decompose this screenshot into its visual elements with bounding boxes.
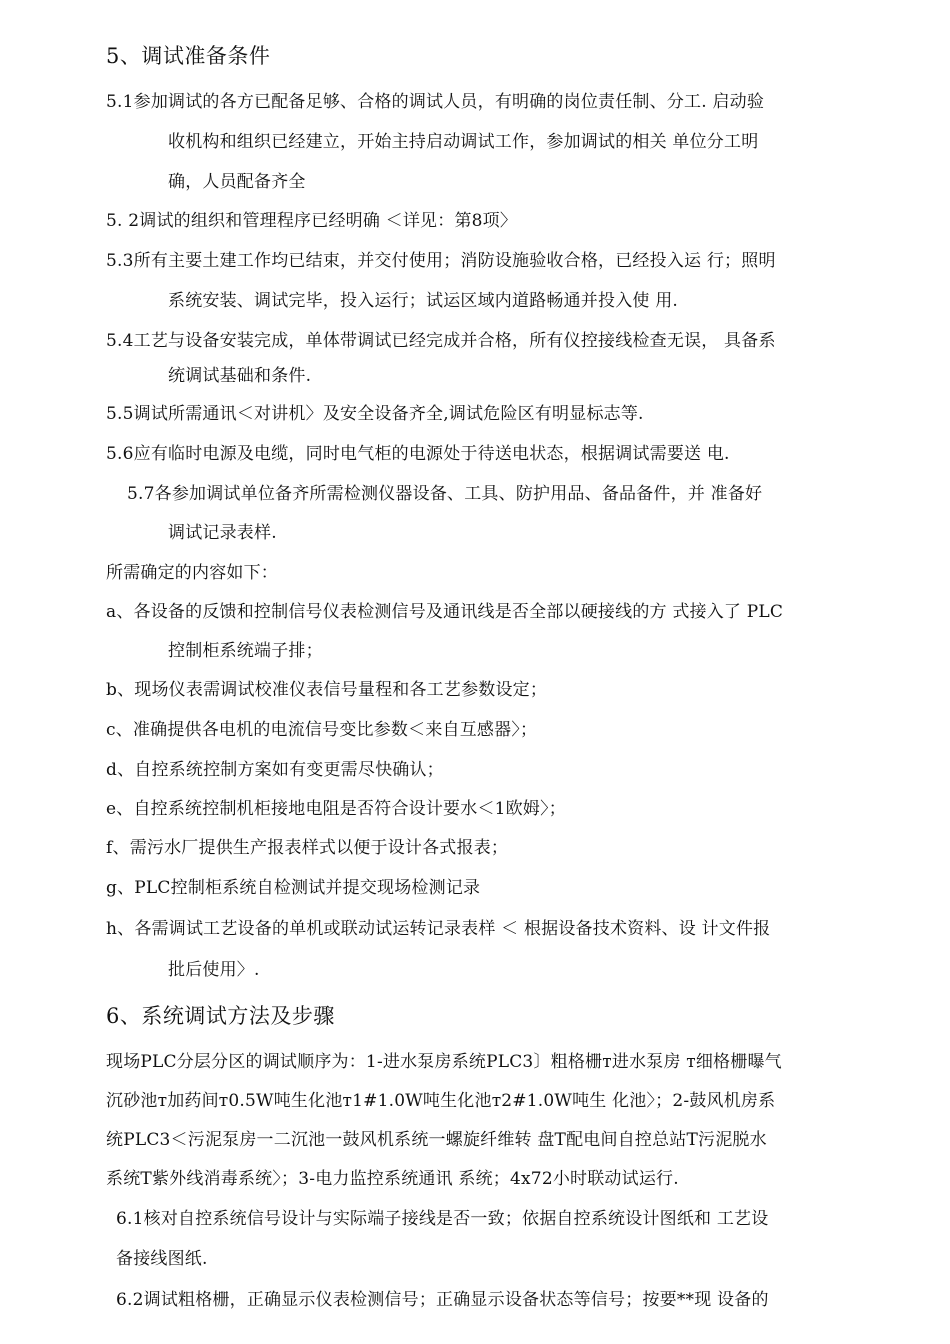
paragraph-5-3-line-2: 系统安装、调试完毕，投入运行；试运区域内道路畅通并投入使 用. [168,291,679,311]
procedure-paragraph-line-3: 统PLC3＜污泥泵房一二沉池一鼓风机系统一螺旋纤维转 盘T配电间自控总站T污泥脱水 [106,1130,767,1150]
paragraph-6-1-line-1: 6.1核对自控系统信号设计与实际端子接线是否一致；依据自控系统设计图纸和 工艺设 [116,1209,769,1229]
paragraph-5-4-line-2: 统调试基础和条件. [168,366,312,386]
list-item-c: c、准确提供各电机的电流信号变比参数＜来自互感器〉； [106,720,538,740]
requirements-intro: 所需确定的内容如下： [106,563,278,583]
list-item-a-line-1: a、各设备的反馈和控制信号仪表检测信号及通讯线是否全部以硬接线的方 式接入了 PLC [106,602,784,622]
paragraph-5-7-line-1: 5.7各参加调试单位备齐所需检测仪器设备、工具、防护用品、备品备件，并 准备好 [127,484,763,504]
procedure-paragraph-line-1: 现场PLC分层分区的调试顺序为：1-进水泵房系统PLC3〕粗格栅т进水泵房 т细格栅曝气 [106,1052,782,1072]
paragraph-5-3-line-1: 5.3所有主要土建工作均已结束，并交付使用；消防设施验收合格，已经投入运 行；照明 [106,251,776,271]
list-item-e: e、自控系统控制机柜接地电阻是否符合设计要水＜1欧姆〉； [106,799,566,819]
paragraph-5-6: 5.6应有临时电源及电缆，同时电气柜的电源处于待送电状态，根据调试需要送 电. [106,444,730,464]
list-item-g: g、PLC控制柜系统自检测试并提交现场检测记录 [106,878,481,898]
procedure-paragraph-line-4: 系统T紫外线消毒系统〉；3-电力监控系统通讯 系统；4x72小时联动试运行. [106,1169,679,1189]
paragraph-5-1-line-1: 5.1参加调试的各方已配备足够、合格的调试人员，有明确的岗位责任制、分工. 启动验 [106,92,765,112]
procedure-paragraph-line-2: 沉砂池т加药间т0.5W吨生化池т1#1.0W吨生化池т2#1.0W吨生 化池〉；2-鼓风机房系 [106,1091,776,1111]
paragraph-5-7-line-2: 调试记录表样. [168,523,277,543]
paragraph-6-1-line-2: 备接线图纸. [116,1249,208,1269]
paragraph-6-2-line-1: 6.2调试粗格栅，正确显示仪表检测信号；正确显示设备状态等信号；按要**现 设备的 [116,1290,769,1310]
section-6-heading: 6、系统调试方法及步骤 [106,1004,335,1028]
list-item-h-line-2: 批后使用〉. [168,960,260,980]
list-item-f: f、需污水厂提供生产报表样式以便于设计各式报表； [106,838,509,858]
list-item-b: b、现场仪表需调试校准仪表信号量程和各工艺参数设定； [106,680,548,700]
paragraph-5-2: 5. 2调试的组织和管理程序已经明确 ＜详见：第8项〉 [106,211,518,231]
paragraph-5-1-line-3: 确，人员配备齐全 [168,172,306,192]
list-item-d: d、自控系统控制方案如有变更需尽快确认； [106,760,444,780]
section-5-heading: 5、调试准备条件 [106,44,271,68]
paragraph-5-1-line-2: 收机构和组织已经建立，开始主持启动调试工作，参加调试的相关 单位分工明 [168,132,759,152]
list-item-a-line-2: 控制柜系统端子排； [168,641,323,661]
list-item-h-line-1: h、各需调试工艺设备的单机或联动试运转记录表样 ＜ 根据设备技术资料、设 计文件报 [106,919,771,939]
paragraph-5-5: 5.5调试所需通讯＜对讲机〉及安全设备齐全,调试危险区有明显标志等. [106,404,644,424]
paragraph-5-4-line-1: 5.4工艺与设备安装完成，单体带调试已经完成并合格，所有仪控接线检查无误， 具备系 [106,331,776,351]
